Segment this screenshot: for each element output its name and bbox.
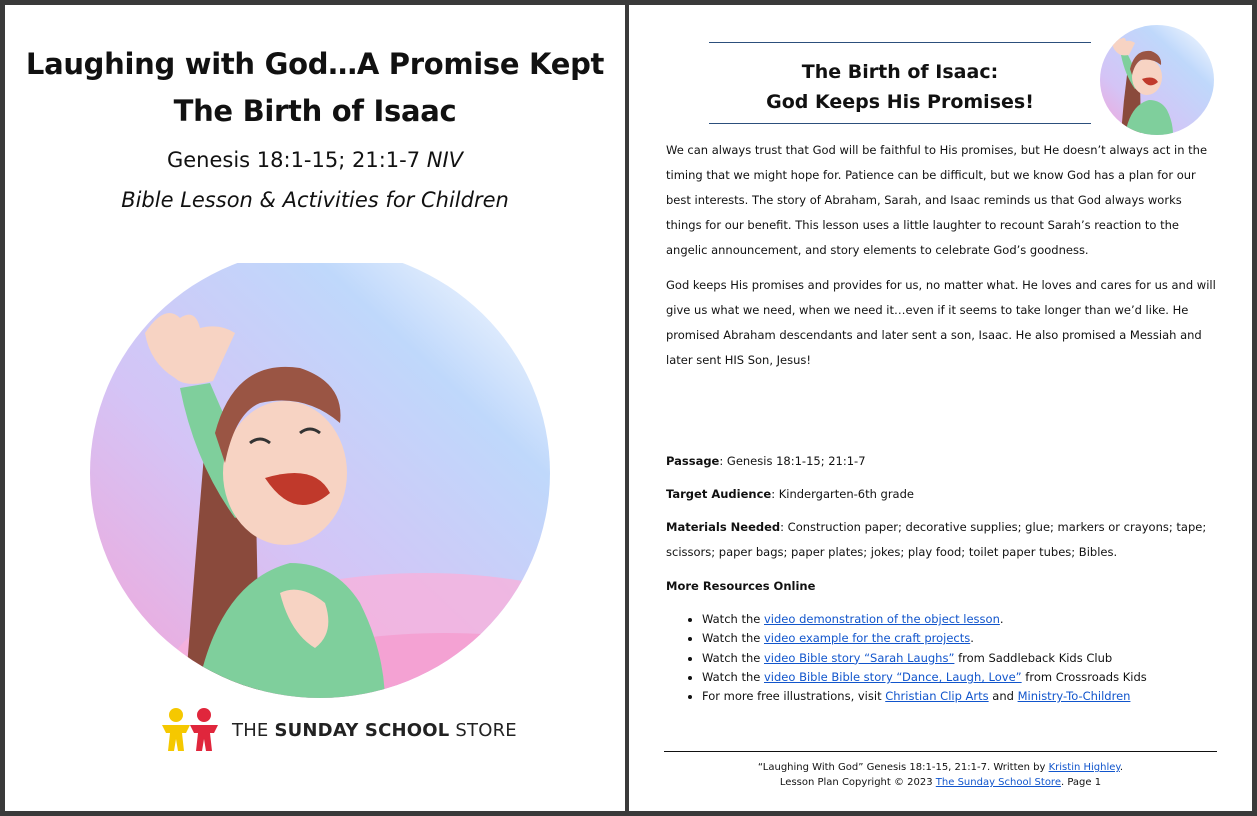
cover-page (5, 5, 625, 811)
footer-line2: Lesson Plan Copyright © 2023 The Sunday School Store. Page 1 (779, 777, 1102, 788)
resource-item: • Watch the video example for the craft projects. (702, 629, 1147, 648)
people-logo-icon (160, 707, 222, 753)
sunday-school-store-logo (160, 707, 517, 753)
heading-bottom-rule (709, 123, 1091, 124)
sarah-laughs-video-link[interactable]: video Bible story “Sarah Laughs” (764, 650, 955, 665)
ministry-to-children-link[interactable]: Ministry-To-Children (1017, 689, 1131, 704)
resources-heading (666, 574, 1218, 599)
passage-value: : Genesis 18:1-15; 21:1-7 (719, 454, 866, 468)
lesson-page (629, 5, 1252, 811)
brand-name (232, 720, 517, 741)
resource-item: • For more free illustrations, visit Christian Clip Arts and Ministry-To-Children (702, 687, 1147, 706)
footer-rule (664, 751, 1217, 752)
promise-paragraph: God keeps His promises and provides for us, no matter what. He loves and cares for us and will give us what we need, when we need it…even if it seems to take longer than we’d like. He promised Abraham descendants and later sent a son, Isaac. He also promised a Messiah and later sent HIS Son, Jesus! (666, 278, 1216, 367)
dance-laugh-love-video-link[interactable]: video Bible Bible story “Dance, Laugh, Love” (764, 669, 1022, 684)
author-link[interactable]: Kristin Highley (1048, 762, 1120, 773)
lesson-heading-line2: God Keeps His Promises! (766, 91, 1034, 113)
footer-line1: “Laughing With God” Genesis 18:1-15, 21:1-7. Written by Kristin Highley. (757, 762, 1124, 773)
resource-item: • Watch the video Bible story “Sarah Laughs” from Saddleback Kids Club (702, 649, 1147, 668)
resources-heading-text: More Resources Online (666, 579, 816, 593)
cover-title-line1: Laughing with God…A Promise Kept (25, 47, 605, 81)
audience-label: Target Audience (666, 487, 772, 501)
brand-the: THE (232, 719, 269, 741)
materials-value: : Construction paper; decorative supplies; glue; markers or crayons; tape; scissors; paper bags; paper plates; jokes; play food; toilet paper tubes; Bibles. (666, 520, 1207, 559)
cover-subtitle: Bible Lesson & Activities for Children (121, 188, 509, 212)
materials-line (666, 515, 1218, 565)
heading-top-rule (709, 42, 1091, 43)
resource-item: • Watch the video demonstration of the object lesson. (702, 610, 1147, 629)
resources-list (683, 610, 1147, 706)
resource-item: • Watch the video Bible Bible story “Dance, Laugh, Love” from Crossroads Kids (702, 668, 1147, 687)
materials-label: Materials Needed (666, 520, 781, 534)
audience-value: : Kindergarten-6th grade (771, 487, 914, 501)
audience-line (666, 482, 1218, 507)
brand-sunday-school: SUNDAY SCHOOL (274, 719, 450, 741)
lesson-heading-line1: The Birth of Isaac: (801, 61, 999, 83)
store-link[interactable]: The Sunday School Store (935, 777, 1061, 788)
cover-reference (5, 148, 625, 172)
page-footer (664, 760, 1217, 790)
craft-video-link[interactable]: video example for the craft projects (764, 631, 971, 646)
cover-title-line2: The Birth of Isaac (173, 94, 457, 128)
object-lesson-video-link[interactable]: video demonstration of the object lesson (764, 612, 1000, 626)
laughing-girl-illustration (85, 263, 555, 703)
brand-store: STORE (455, 719, 517, 741)
laughing-girl-thumbnail (1097, 25, 1215, 135)
reference-text: Genesis 18:1-15; 21:1-7 (166, 148, 421, 172)
passage-line (666, 449, 1218, 474)
intro-paragraph: We can always trust that God will be faithful to His promises, but He doesn’t always act in the timing that we might hope for. Patience can be difficult, but we know God has a plan for our best interests. The story of Abraham, Sarah, and Isaac reminds us that God always works things for our benefit. This lesson uses a little laughter to recount Sarah’s reaction to the angelic announcement, and story elements to celebrate God’s goodness. (666, 143, 1208, 257)
lesson-heading (709, 57, 1091, 117)
bible-version: NIV (426, 148, 464, 172)
christian-clip-arts-link[interactable]: Christian Clip Arts (885, 689, 989, 704)
passage-label: Passage (666, 454, 720, 468)
